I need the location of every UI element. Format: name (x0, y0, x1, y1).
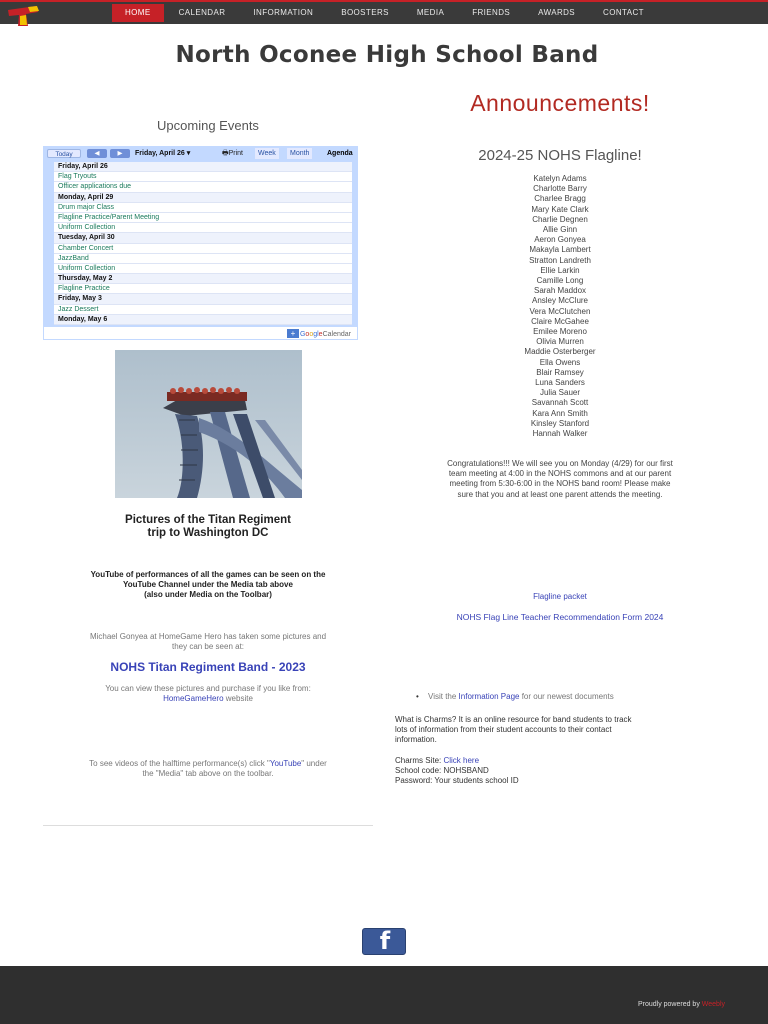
calendar-tab-agenda[interactable]: Agenda (324, 148, 356, 159)
calendar-event[interactable]: Uniform Collection (54, 223, 352, 233)
band-logo[interactable] (6, 4, 42, 26)
videos-note: To see videos of the halftime performance(s) click "YouTube" under the "Media" tab above on the toolbar. (89, 759, 327, 778)
calendar-current-date[interactable]: Friday, April 26 ▾ (135, 150, 191, 157)
flagline-name: Charlotte Barry (533, 184, 587, 194)
flagline-name: Luna Sanders (535, 378, 585, 388)
calendar-event[interactable]: Flag Tryouts (54, 172, 352, 182)
calendar-event[interactable]: JazzBand (54, 254, 352, 264)
flagline-name: Kinsley Stanford (530, 418, 590, 428)
flagline-name: Ellie Larkin (540, 265, 580, 275)
chevron-right-icon: ▶ (117, 150, 123, 157)
calendar-agenda-list (54, 162, 352, 325)
google-calendar-badge[interactable]: + GoogleCalendar (287, 329, 351, 339)
information-page-link[interactable]: Information Page (458, 692, 520, 701)
dropdown-arrow-icon: ▾ (186, 150, 191, 157)
homegamehero-link[interactable]: HomeGameHero (163, 694, 224, 703)
weebly-link[interactable]: Weebly (701, 1001, 725, 1008)
main-nav (112, 4, 657, 22)
calendar-tab-month[interactable]: Month (287, 148, 312, 159)
congrats-message: Congratulations!!! We will see you on Monday (4/29) for our first team meeting at 4:00 in the NOHS commons and at our parent meeting from 5:30-6:00 in the NOHS band room! Please make sure that you and at least one parent attends the meeting. (447, 459, 673, 499)
upcoming-events-heading: Upcoming Events (157, 118, 259, 133)
charms-info: What is Charms? It is an online resource for band students to track lots of information from their student accounts to their contact information. Charms Site: Click here School code: NOHSBAND Password: Your students school ID (395, 715, 632, 786)
flagline-name: Sarah Maddox (533, 286, 587, 296)
flagline-name: Aeron Gonyea (534, 235, 586, 245)
flagline-name: Ella Owens (539, 357, 581, 367)
powered-by-text: Proudly powered by Weebly (637, 1001, 725, 1008)
calendar-print-button[interactable]: 🖶Print (222, 150, 244, 157)
flagline-name: Vera McClutchen (529, 306, 591, 316)
flagline-name: Katelyn Adams (533, 174, 587, 183)
youtube-note: YouTube of performances of all the games can be seen on the YouTube Channel under the Media tab above (also under Media on the Toolbar) (90, 570, 326, 599)
flagline-name: Stratton Landreth (529, 255, 591, 265)
charms-site-link[interactable]: Click here (443, 755, 480, 765)
nav-friends[interactable]: FRIENDS (472, 8, 511, 17)
calendar-event[interactable]: Officer applications due (54, 182, 352, 192)
calendar-event[interactable]: Drum major Class (54, 203, 352, 213)
recommendation-form-link[interactable]: NOHS Flag Line Teacher Recommendation Form 2024 (456, 612, 664, 622)
flagline-name: Maddie Osterberger (524, 347, 596, 357)
announcements-heading: Announcements! (470, 90, 650, 116)
youtube-link[interactable]: YouTube (269, 759, 302, 768)
calendar-next-button[interactable] (110, 149, 130, 158)
calendar-day-header: Monday, May 6 (54, 315, 352, 325)
flagline-names-list (395, 174, 725, 439)
roller-coaster-photo[interactable] (115, 350, 302, 498)
calendar-tab-week[interactable]: Week (255, 148, 279, 159)
google-calendar-embed (43, 146, 358, 340)
flagline-name: Mary Kate Clark (531, 204, 589, 214)
calendar-day-header: Monday, April 29 (54, 193, 352, 203)
site-title: North Oconee High School Band (175, 42, 599, 68)
plus-icon: + (287, 329, 299, 338)
purchase-note: You can view these pictures and purchase if you like from: HomeGameHero website (105, 684, 311, 703)
flagline-name: Savannah Scott (531, 398, 589, 408)
nav-boosters[interactable]: BOOSTERS (341, 8, 389, 17)
regiment-photos-link[interactable]: NOHS Titan Regiment Band - 2023 (110, 660, 306, 674)
top-nav-bar (0, 0, 768, 24)
nav-media[interactable]: MEDIA (416, 8, 445, 17)
calendar-today-button[interactable]: Today (47, 149, 81, 158)
calendar-day-header: Thursday, May 2 (54, 274, 352, 284)
homegame-hero-note: Michael Gonyea at HomeGame Hero has taken some pictures and they can be seen at: (89, 632, 327, 651)
flagline-name: Blair Ramsey (536, 367, 584, 377)
calendar-event[interactable]: Uniform Collection (54, 264, 352, 274)
calendar-prev-button[interactable] (87, 149, 107, 158)
flagline-name: Olivia Murren (536, 337, 584, 347)
flagline-title: 2024-25 NOHS Flagline! (478, 147, 642, 164)
flagline-name: Hannah Walker (532, 429, 588, 439)
facebook-icon[interactable]: f (362, 928, 406, 955)
flagline-name: Emilee Moreno (533, 327, 587, 337)
calendar-day-header: Friday, May 3 (54, 294, 352, 304)
site-footer (0, 966, 768, 1024)
divider (43, 825, 373, 826)
calendar-footer (44, 327, 358, 340)
calendar-event[interactable]: Jazz Dessert (54, 305, 352, 315)
flagline-name: Julia Sauer (539, 388, 581, 398)
printer-icon: 🖶 (222, 150, 229, 157)
calendar-day-header: Tuesday, April 30 (54, 233, 352, 243)
calendar-toolbar (44, 147, 358, 161)
flagline-packet-link[interactable]: Flagline packet (533, 592, 587, 601)
nav-awards[interactable]: AWARDS (538, 8, 576, 17)
flagline-name: Claire McGahee (531, 316, 589, 326)
photo-caption: Pictures of the Titan Regiment trip to Washington DC (125, 514, 291, 539)
chevron-left-icon: ◀ (94, 150, 100, 157)
nav-contact[interactable]: CONTACT (603, 8, 644, 17)
flagline-name: Ansley McClure (531, 296, 588, 306)
nav-information[interactable]: INFORMATION (253, 8, 314, 17)
visit-info-item: • Visit the Information Page for our newest documents (416, 692, 614, 701)
nav-home[interactable]: HOME (112, 4, 164, 22)
flagline-name: Makayla Lambert (529, 245, 591, 255)
calendar-event[interactable]: Flagline Practice (54, 284, 352, 294)
bullet-icon: • (416, 692, 419, 701)
calendar-event[interactable]: Flagline Practice/Parent Meeting (54, 213, 352, 223)
flagline-name: Allie Ginn (542, 225, 578, 235)
flagline-name: Charlie Degnen (532, 214, 588, 224)
calendar-event[interactable]: Chamber Concert (54, 244, 352, 254)
calendar-day-header: Friday, April 26 (54, 162, 352, 172)
nav-calendar[interactable]: CALENDAR (178, 8, 226, 17)
flagline-name: Charlee Bragg (534, 194, 586, 204)
flagline-name: Kara Ann Smith (532, 408, 588, 418)
flagline-name: Camille Long (536, 276, 584, 286)
